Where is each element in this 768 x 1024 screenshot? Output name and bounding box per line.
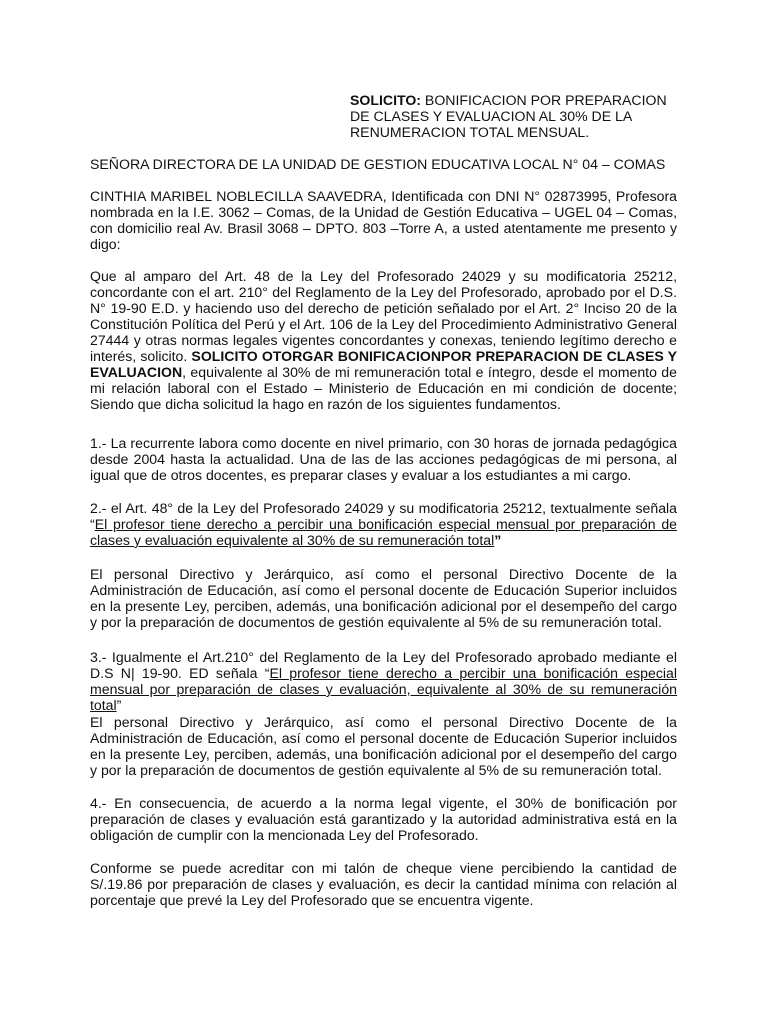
point-1: 1.- La recurrente labora como docente en nivel primario, con 30 horas de jornada pedagógica desde 2004 hasta la actualidad. Una de las de las acciones pedagógicas de mi persona, al igual que de otros docentes, es preparar clases y evaluar a los estudiantes a mi cargo. bbox=[90, 435, 677, 483]
point-3-quote: El profesor tiene derecho a percibir una bonificación especial mensual por preparación de clases y evaluación, equivalente al 30% de su remuneración total bbox=[90, 665, 677, 713]
request-text-1: Que al amparo del Art. 48 de la Ley del Profesorado 24029 y su modificatoria 25212, concordante con el art. 210° del Reglamento de la Ley del Profesorado, aprobado por el D.S. N° 19-90 E.D. y haciendo uso del derecho de petición señalado por el Art. 2° Inciso 20 de la Constitución Política del Perú y el Art. 106 de la Ley del Procedimiento Administrativo General 27444 y otras normas legales vigentes concordantes y conexas, teniendo legítimo derecho e interés, solicito. bbox=[90, 268, 677, 364]
point-3-lead: 3.- Igualmente el Art.210° del Reglamento de la Ley del Profesorado aprobado mediante el D.S N| 19-90. ED señala “ bbox=[90, 649, 677, 681]
request-bold: SOLICITO OTORGAR BONIFICACIONPOR PREPARACION DE CLASES Y EVALUACION bbox=[90, 348, 677, 380]
staff-paragraph-2: El personal Directivo y Jerárquico, así como el personal Directivo Docente de la Administración de Educación, así como el personal docente de Educación Superior incluidos en la presente Ley, perciben, además, una bonificación adicional por el desempeño del cargo y por la preparación de documentos de gestión equivalente al 5% de su remuneración total. bbox=[90, 714, 677, 778]
staff-paragraph-1: El personal Directivo y Jerárquico, así como el personal Directivo Docente de la Administración de Educación, así como el personal docente de Educación Superior incluidos en la presente Ley, perciben, además, una bonificación adicional por el desempeño del cargo y por la preparación de documentos de gestión equivalente al 5% de su remuneración total. bbox=[90, 566, 677, 630]
subject-text: BONIFICACION POR PREPARACION DE CLASES Y EVALUACION AL 30% DE LA RENUMERACION TOTAL MENSUAL. bbox=[350, 92, 667, 140]
addressee: SEÑORA DIRECTORA DE LA UNIDAD DE GESTION EDUCATIVA LOCAL N° 04 – COMAS bbox=[90, 156, 666, 172]
subject-label: SOLICITO: bbox=[350, 92, 421, 108]
point-2-close: ” bbox=[494, 532, 502, 548]
point-2-quote: El profesor tiene derecho a percibir una bonificación especial mensual por preparación de clases y evaluación equivalente al 30% de su remuneración total bbox=[90, 516, 677, 548]
point-2 bbox=[90, 500, 677, 548]
request-paragraph bbox=[90, 268, 677, 412]
subject-block bbox=[350, 92, 680, 140]
point-3-close: ” bbox=[116, 697, 122, 713]
closing-paragraph: Conforme se puede acreditar con mi talón de cheque viene percibiendo la cantidad de S/.19.86 por preparación de clases y evaluación, es decir la cantidad mínima con relación al porcentaje que prevé la Ley del Profesorado que se encuentra vigente. bbox=[90, 860, 677, 908]
point-3 bbox=[90, 649, 677, 713]
request-text-2: , equivalente al 30% de mi remuneración total e íntegro, desde el momento de mi relación laboral con el Estado – Ministerio de Educación en mi condición de docente; Siendo que dicha solicitud la hago en razón de los siguientes fundamentos. bbox=[90, 364, 677, 412]
intro-paragraph: CINTHIA MARIBEL NOBLECILLA SAAVEDRA, Identificada con DNI N° 02873995, Profesora nombrada en la I.E. 3062 – Comas, de la Unidad de Gestión Educativa – UGEL 04 – Comas, con domicilio real Av. Brasil 3068 – DPTO. 803 –Torre A, a usted atentamente me presento y digo: bbox=[90, 188, 677, 252]
point-4: 4.- En consecuencia, de acuerdo a la norma legal vigente, el 30% de bonificación por preparación de clases y evaluación está garantizado y la autoridad administrativa está en la obligación de cumplir con la mencionada Ley del Profesorado. bbox=[90, 795, 677, 843]
point-2-lead: 2.- el Art. 48° de la Ley del Profesorado 24029 y su modificatoria 25212, textualmente señala “ bbox=[90, 500, 677, 532]
